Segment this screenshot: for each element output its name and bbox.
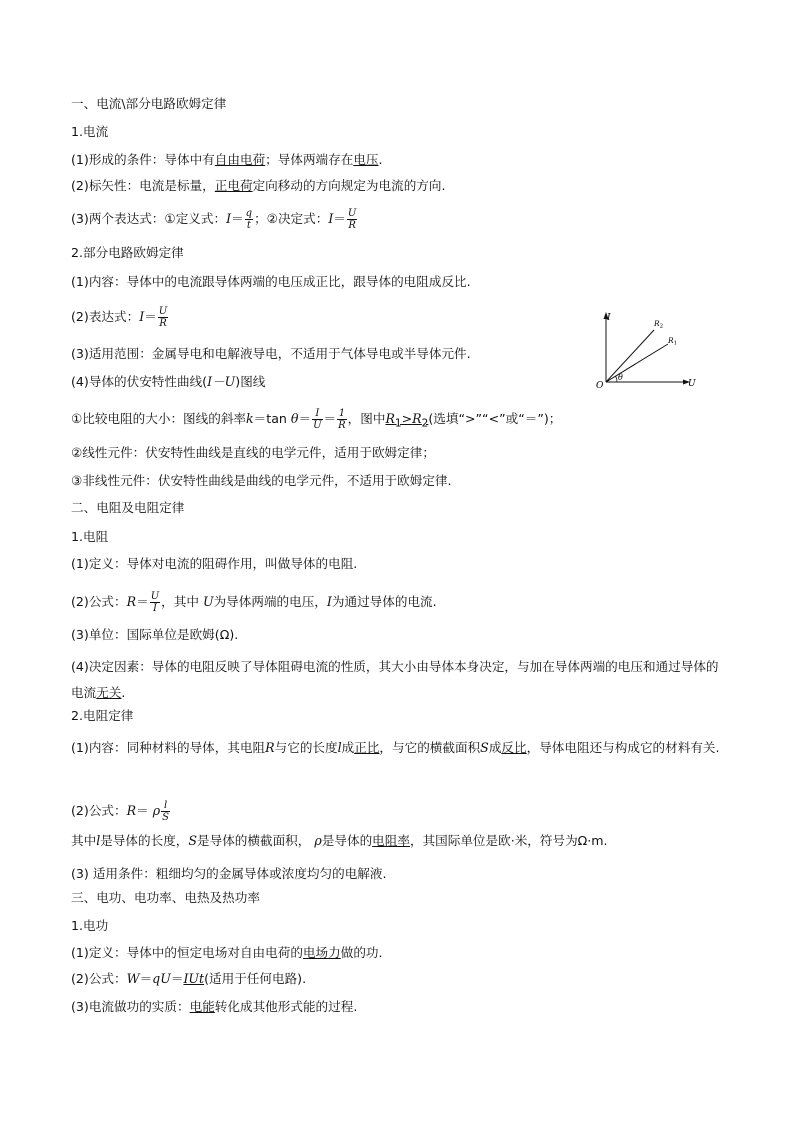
- graph-line-r2-label: $R_2$: [654, 319, 664, 330]
- resistance-law-formula-line: (2)公式：R＝ ρ $\frac{l}{S}$: [71, 800, 169, 823]
- resistance-unit-line: (3)单位：国际单位是欧姆(Ω).: [71, 627, 239, 642]
- fraction-u-over-r: $\frac{U}{R}$: [158, 306, 168, 329]
- graph-line-r1-label: $R_1$: [668, 336, 678, 347]
- ohm-scope-line: (3)适用范围：金属导电和电解液导电，不适用于气体导电或半导体元件.: [71, 346, 471, 361]
- ohm-expression-line: (2)表达式：I＝ $\frac{U}{R}$: [71, 306, 168, 329]
- subsection-1-1-title: 1.电流: [71, 124, 109, 139]
- section-3-title: 三、电功、电功率、电热及热功率: [71, 890, 260, 905]
- resistance-formula-line: (2)公式：R＝ $\frac{U}{I}$ ，其中 U为导体两端的电压，I为通过导体的电流.: [71, 591, 437, 614]
- resistance-factors-line: (4)决定因素：导体的电阻反映了导体阻碍电流的性质，其大小由导体本身决定，与加在导体两端的电压和通过导体的电流无关.: [71, 659, 719, 700]
- resistance-compare-line: ①比较电阻的大小：图线的斜率k＝tan θ＝ $\frac{I}{U}$ ＝ $\frac{1}{R}$ ，图中$R_1>R_2$(选填“>”“<”或“＝”)；: [71, 408, 562, 431]
- graph-angle-label: θ: [618, 373, 623, 382]
- fraction-1-over-r: $\frac{1}{R}$: [338, 408, 346, 431]
- fraction-i-over-u: $\frac{I}{U}$: [313, 408, 322, 431]
- section-2-title: 二、电阻及电阻定律: [71, 500, 185, 515]
- current-formulas-line: (3)两个表达式：①定义式：I＝ $\frac{q}{t}$ ；②决定式：I＝ $\frac{U}{R}$: [71, 208, 357, 231]
- fraction-l-over-s: $\frac{l}{S}$: [162, 800, 169, 823]
- work-essence-line: (3)电流做功的实质：电能转化成其他形式能的过程.: [71, 999, 358, 1014]
- linear-element-line: ②线性元件：伏安特性曲线是直线的电学元件，适用于欧姆定律；: [71, 445, 435, 460]
- resistance-law-content-line: (1)内容：同种材料的导体，其电阻R与它的长度l成正比，与它的横截面积S成反比，导体电阻还与构成它的材料有关.: [71, 740, 720, 755]
- nonlinear-element-line: ③非线性元件：伏安特性曲线是曲线的电学元件，不适用于欧姆定律.: [71, 473, 452, 488]
- current-condition-line: (1)形成的条件：导体中有自由电荷；导体两端存在电压.: [71, 152, 383, 167]
- subsection-2-2-title: 2.电阻定律: [71, 708, 134, 723]
- work-definition-line: (1)定义：导体中的恒定电场对自由电荷的电场力做的功.: [71, 945, 383, 960]
- fraction-u-over-r: $\frac{U}{R}$: [347, 208, 357, 231]
- ohm-content-line: (1)内容：导体中的电流跟导体两端的电压成正比，跟导体的电阻成反比.: [71, 274, 471, 289]
- subsection-2-1-title: 1.电阻: [71, 529, 109, 544]
- graph-x-axis-label: U: [688, 379, 696, 389]
- current-scalar-line: (2)标矢性：电流是标量，正电荷定向移动的方向规定为电流的方向.: [71, 178, 446, 193]
- subsection-1-2-title: 2.部分电路欧姆定律: [71, 245, 184, 260]
- section-1-title: 一、电流\部分电路欧姆定律: [71, 96, 227, 111]
- iv-curve-line: (4)导体的伏安特性曲线(I－U)图线: [71, 374, 266, 389]
- fraction-u-over-i: $\frac{U}{I}$: [150, 591, 160, 614]
- fraction-q-over-t: $\frac{q}{t}$: [245, 208, 253, 231]
- resistance-definition-line: (1)定义：导体对电流的阻碍作用，叫做导体的电阻.: [71, 556, 358, 571]
- graph-origin-label: O: [596, 381, 604, 391]
- subsection-3-1-title: 1.电功: [71, 918, 109, 933]
- graph-y-axis-label: I: [607, 313, 611, 323]
- iv-graph: [590, 310, 700, 392]
- work-formula-line: (2)公式：W＝qU＝IUt(适用于任何电路).: [71, 971, 307, 986]
- resistance-law-scope-line: (3) 适用条件：粗细均匀的金属导体或浓度均匀的电解液.: [71, 866, 387, 881]
- resistivity-line: 其中l是导体的长度，S是导体的横截面积， ρ是导体的电阻率，其国际单位是欧·米，符号为Ω·m.: [71, 833, 608, 848]
